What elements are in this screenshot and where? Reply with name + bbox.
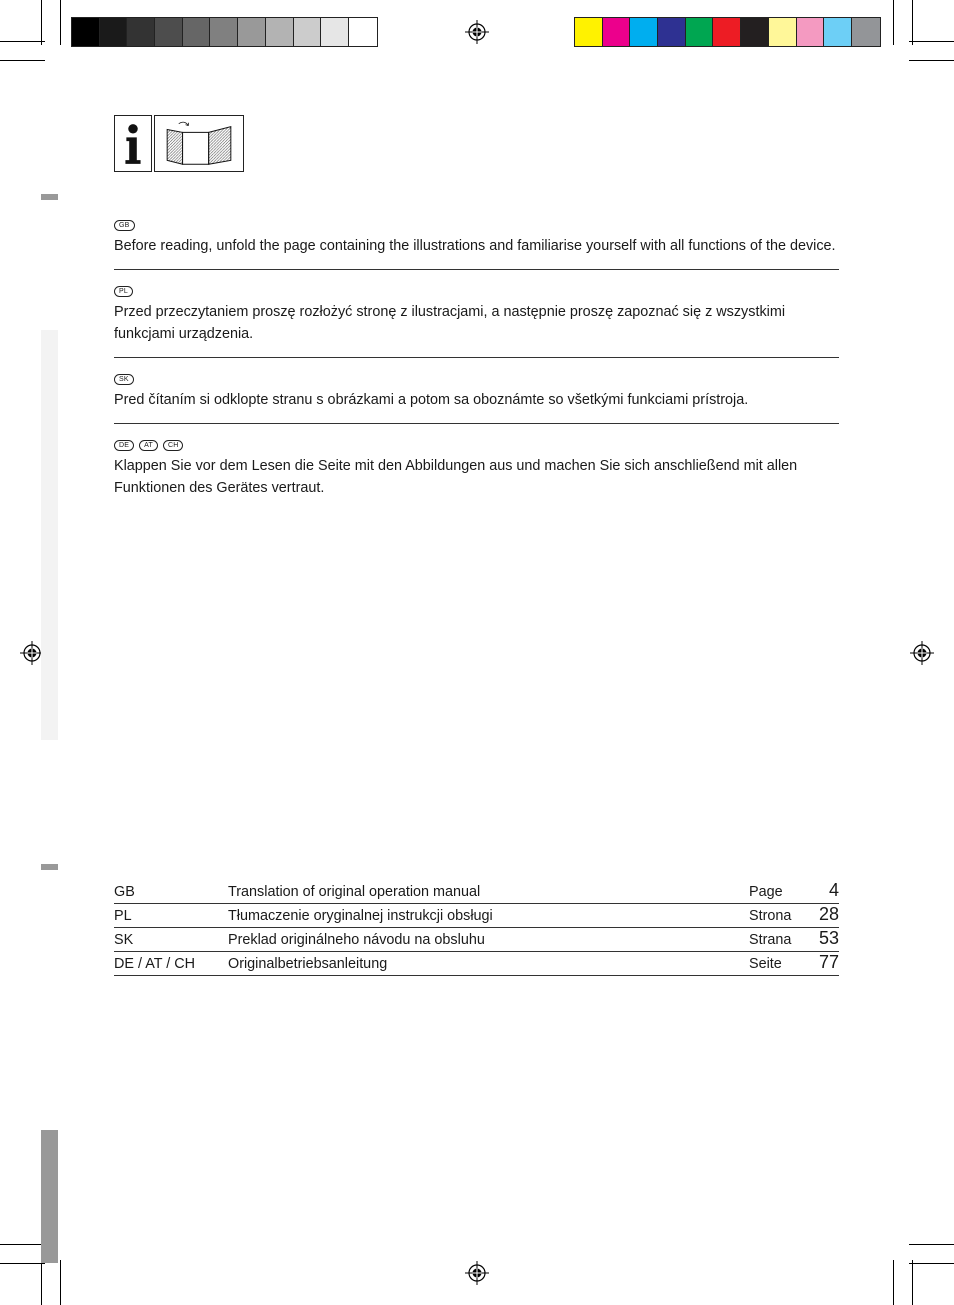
color-swatch — [210, 18, 238, 46]
toc-row[interactable] — [114, 928, 839, 952]
toc-page-label: Strona — [749, 908, 792, 924]
color-swatch — [294, 18, 322, 46]
color-swatch — [266, 18, 294, 46]
info-i-icon — [114, 115, 152, 172]
crop-mark — [0, 60, 45, 61]
color-swatch — [686, 18, 714, 46]
country-badges — [114, 283, 839, 299]
fold-out-page-icon — [154, 115, 244, 172]
table-of-contents — [114, 880, 839, 976]
section-gb — [114, 215, 839, 269]
toc-page-number: 77 — [818, 952, 839, 972]
crop-mark — [912, 0, 913, 45]
color-swatch — [100, 18, 128, 46]
crop-mark — [0, 41, 45, 42]
intro-sections — [114, 215, 839, 499]
color-swatch — [321, 18, 349, 46]
crop-mark — [909, 60, 954, 61]
side-strip — [41, 330, 58, 740]
color-swatch — [769, 18, 797, 46]
country-badges — [114, 371, 839, 387]
side-tab-marker — [41, 864, 58, 870]
color-swatch — [713, 18, 741, 46]
crop-mark — [909, 1263, 954, 1264]
section-pl — [114, 269, 839, 357]
grayscale-color-bar — [71, 17, 378, 47]
crop-mark — [909, 41, 954, 42]
toc-language-code: GB — [114, 884, 135, 900]
toc-title: Tłumaczenie oryginalnej instrukcji obsługi — [228, 908, 493, 924]
country-badges — [114, 217, 839, 233]
country-badge: PL — [114, 286, 133, 297]
side-tab-block — [41, 1130, 58, 1263]
registration-mark-icon — [910, 641, 934, 665]
color-swatch — [852, 18, 880, 46]
color-swatch — [575, 18, 603, 46]
color-swatch — [824, 18, 852, 46]
toc-page-label: Page — [749, 884, 783, 900]
crop-mark — [41, 1260, 42, 1305]
intro-text: Klappen Sie vor dem Lesen die Seite mit den Abbildungen aus und machen Sie sich anschließend mit allen Funktionen des Gerätes vertraut. — [114, 458, 798, 496]
crop-mark — [41, 0, 42, 45]
color-swatch — [603, 18, 631, 46]
color-swatch — [183, 18, 211, 46]
toc-page-number: 4 — [828, 880, 839, 900]
color-swatch — [658, 18, 686, 46]
toc-language-code: SK — [114, 932, 134, 948]
country-badge: DE — [114, 440, 134, 451]
intro-text: Pred čítaním si odklopte stranu s obrázkami a potom sa oboznámte so všetkými funkciami prístroja. — [114, 392, 749, 408]
crop-mark — [912, 1260, 913, 1305]
process-color-bar — [574, 17, 881, 47]
intro-text: Przed przeczytaniem proszę rozłożyć stronę z ilustracjami, a następnie proszę zapoznać się z wszystkimi funkcjami urządzenia. — [114, 304, 786, 342]
intro-text: Before reading, unfold the page containing the illustrations and familiarise yourself with all functions of the device. — [114, 238, 836, 254]
toc-title: Originalbetriebsanleitung — [228, 956, 388, 972]
toc-page-label: Seite — [749, 956, 782, 972]
color-swatch — [155, 18, 183, 46]
crop-mark — [0, 1244, 45, 1245]
registration-mark-icon — [465, 1261, 489, 1285]
toc-language-code: PL — [114, 908, 132, 924]
toc-page-number: 28 — [818, 904, 839, 924]
crop-mark — [60, 0, 61, 45]
crop-mark — [893, 1260, 894, 1305]
side-tab-marker — [41, 194, 58, 200]
toc-page-number: 53 — [818, 928, 839, 948]
toc-row[interactable] — [114, 952, 839, 976]
color-swatch — [797, 18, 825, 46]
color-swatch — [127, 18, 155, 46]
country-badges — [114, 437, 839, 453]
toc-page-label: Strana — [749, 932, 792, 948]
crop-mark — [60, 1260, 61, 1305]
country-badge: SK — [114, 374, 134, 385]
toc-title: Preklad originálneho návodu na obsluhu — [228, 932, 485, 948]
section-sk — [114, 357, 839, 423]
crop-mark — [893, 0, 894, 45]
crop-mark — [0, 1263, 45, 1264]
color-swatch — [72, 18, 100, 46]
color-swatch — [630, 18, 658, 46]
color-swatch — [238, 18, 266, 46]
crop-mark — [909, 1244, 954, 1245]
registration-mark-icon — [465, 20, 489, 44]
toc-title: Translation of original operation manual — [228, 884, 481, 900]
toc-row[interactable] — [114, 904, 839, 928]
toc-row[interactable] — [114, 880, 839, 904]
country-badge: GB — [114, 220, 135, 231]
country-badge: CH — [163, 440, 184, 451]
section-de-at-ch — [114, 423, 839, 499]
color-swatch — [349, 18, 377, 46]
country-badge: AT — [139, 440, 158, 451]
toc-language-code: DE / AT / CH — [114, 956, 196, 972]
color-swatch — [741, 18, 769, 46]
